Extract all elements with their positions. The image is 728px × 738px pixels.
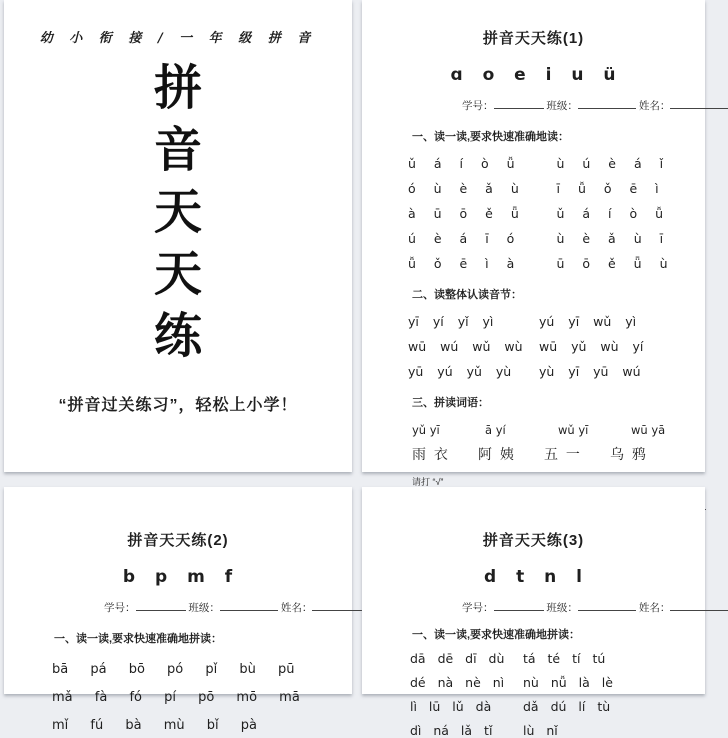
pinyin-group: tá té tí tú bbox=[523, 651, 606, 666]
pinyin-group: dā dē dī dù bbox=[410, 651, 505, 666]
pinyin-row bbox=[408, 256, 705, 271]
pinyin-row: mǐ fú bà mù bǐ pà bbox=[52, 718, 257, 733]
cover-title-char: 天 bbox=[153, 184, 202, 240]
pinyin-row bbox=[408, 206, 705, 221]
name-label: 姓名： bbox=[280, 602, 313, 614]
name-blank bbox=[670, 99, 728, 109]
pinyin-group: ǔ á í ò ǚ bbox=[408, 156, 515, 171]
sheet-letters: b p m f bbox=[122, 567, 234, 587]
pinyin-group: ī ǚ ǒ ē ì bbox=[556, 181, 659, 196]
name-blank bbox=[670, 601, 728, 611]
word-hanzi: 乌 鸦 bbox=[610, 446, 648, 462]
word-hanzi: 阿 姨 bbox=[478, 446, 516, 462]
pinyin-row: bā pá bō pó pǐ bù pū bbox=[52, 662, 295, 677]
section-3-heading: 三、拼读词语： bbox=[412, 397, 489, 409]
student-info-line bbox=[104, 600, 352, 615]
pinyin-row: mǎ fà fó pí pō mō mā bbox=[52, 690, 300, 705]
pinyin-group: yū yú yǔ yù bbox=[408, 364, 512, 379]
page-worksheet-2[interactable] bbox=[4, 487, 352, 733]
student-id-blank bbox=[494, 99, 544, 109]
cover-title-char: 音 bbox=[153, 122, 202, 178]
pinyin-group: dǎ dú lí tù bbox=[523, 699, 611, 714]
pinyin-group: ù è ǎ ù ī bbox=[556, 231, 664, 246]
class-label: 班级： bbox=[546, 602, 578, 614]
sheet-letters: d t n l bbox=[484, 567, 583, 587]
class-blank bbox=[220, 601, 278, 611]
pinyin-group: ǔ á í ò ǚ bbox=[556, 206, 664, 221]
page-worksheet-1[interactable] bbox=[362, 0, 705, 487]
pinyin-row bbox=[408, 156, 705, 171]
pinyin-group: wū yǔ wù yí bbox=[539, 339, 644, 354]
cover-tagline: “拼音过关练习”，轻松上小学！ bbox=[58, 397, 298, 414]
word-pinyin-row bbox=[412, 423, 705, 437]
pinyin-group: ū ō ě ǖ ù bbox=[556, 256, 668, 271]
pinyin-row bbox=[408, 339, 705, 354]
pinyin-group: à ū ō ě ǖ bbox=[408, 206, 519, 221]
section-1-heading: 一、读一读,要求快速准确地拼读： bbox=[54, 633, 223, 645]
cover-title bbox=[4, 57, 352, 367]
pinyin-row bbox=[408, 181, 705, 196]
pinyin-row bbox=[410, 675, 705, 690]
student-id-label: 学号： bbox=[104, 602, 136, 614]
student-info-line bbox=[462, 600, 705, 615]
class-label: 班级： bbox=[546, 100, 578, 112]
pinyin-group: dì ná lǎ tǐ bbox=[410, 723, 493, 738]
pinyin-row bbox=[408, 231, 705, 246]
pinyin-row bbox=[410, 723, 705, 738]
page-cover[interactable] bbox=[4, 0, 352, 472]
word-pinyin: yǔ yī bbox=[412, 423, 440, 437]
word-hanzi: 五 一 bbox=[544, 446, 582, 462]
student-id-label: 学号： bbox=[462, 602, 494, 614]
class-blank bbox=[578, 601, 636, 611]
cover-title-char: 拼 bbox=[153, 60, 202, 116]
sheet-title: 拼音天天练(3) bbox=[482, 532, 585, 549]
word-pinyin: ā yí bbox=[485, 423, 506, 437]
pinyin-group: nù nǚ là lè bbox=[523, 675, 613, 690]
name-label: 姓名： bbox=[638, 602, 671, 614]
pinyin-row bbox=[408, 314, 705, 329]
pinyin-row bbox=[410, 651, 705, 666]
word-pinyin: wū yā bbox=[631, 423, 666, 437]
pinyin-group: ú è á ī ó bbox=[408, 231, 515, 246]
cover-series-header: 幼 小 衔 接 / 一 年 级 拼 音 bbox=[39, 31, 317, 46]
pinyin-group: ù ú è á ǐ bbox=[556, 156, 664, 171]
student-id-label: 学号： bbox=[462, 100, 494, 112]
name-label: 姓名： bbox=[638, 100, 671, 112]
pinyin-group: lù nǐ bbox=[523, 723, 558, 738]
student-info-line bbox=[462, 98, 705, 113]
word-hanzi: 雨 衣 bbox=[412, 446, 450, 462]
sheet-title: 拼音天天练(1) bbox=[482, 30, 585, 47]
student-id-blank bbox=[136, 601, 186, 611]
pinyin-group: wū wú wǔ wù bbox=[408, 339, 523, 354]
class-label: 班级： bbox=[188, 602, 220, 614]
page-worksheet-3[interactable] bbox=[362, 487, 705, 738]
cover-title-char: 天 bbox=[153, 246, 202, 302]
cover-title-char: 练 bbox=[153, 308, 202, 364]
pinyin-group: yù yī yū wú bbox=[539, 364, 641, 379]
sheet-letters: ɑ o e i u ü bbox=[450, 65, 617, 85]
tick-instruction: 请打 “√” bbox=[412, 477, 444, 487]
pinyin-group: yī yí yǐ yì bbox=[408, 314, 494, 329]
pinyin-group: yú yī wǔ yì bbox=[539, 314, 637, 329]
word-pinyin: wǔ yī bbox=[558, 423, 589, 437]
pinyin-group: ǚ ǒ ē ì à bbox=[408, 256, 515, 271]
pinyin-row bbox=[410, 699, 705, 714]
student-id-blank bbox=[494, 601, 544, 611]
section-1-heading: 一、读一读,要求快速准确地读： bbox=[412, 131, 570, 143]
pinyin-group: dé nà nè nì bbox=[410, 675, 505, 690]
word-hanzi-row bbox=[412, 444, 705, 464]
section-1-heading: 一、读一读,要求快速准确地拼读： bbox=[412, 629, 581, 641]
sheet-title: 拼音天天练(2) bbox=[127, 532, 229, 549]
class-blank bbox=[578, 99, 636, 109]
pinyin-group: ó ù è ǎ ù bbox=[408, 181, 519, 196]
section-2-heading: 二、读整体认读音节： bbox=[412, 289, 522, 301]
pinyin-group: lì lū lǔ dà bbox=[410, 699, 492, 714]
pinyin-row bbox=[408, 364, 705, 379]
